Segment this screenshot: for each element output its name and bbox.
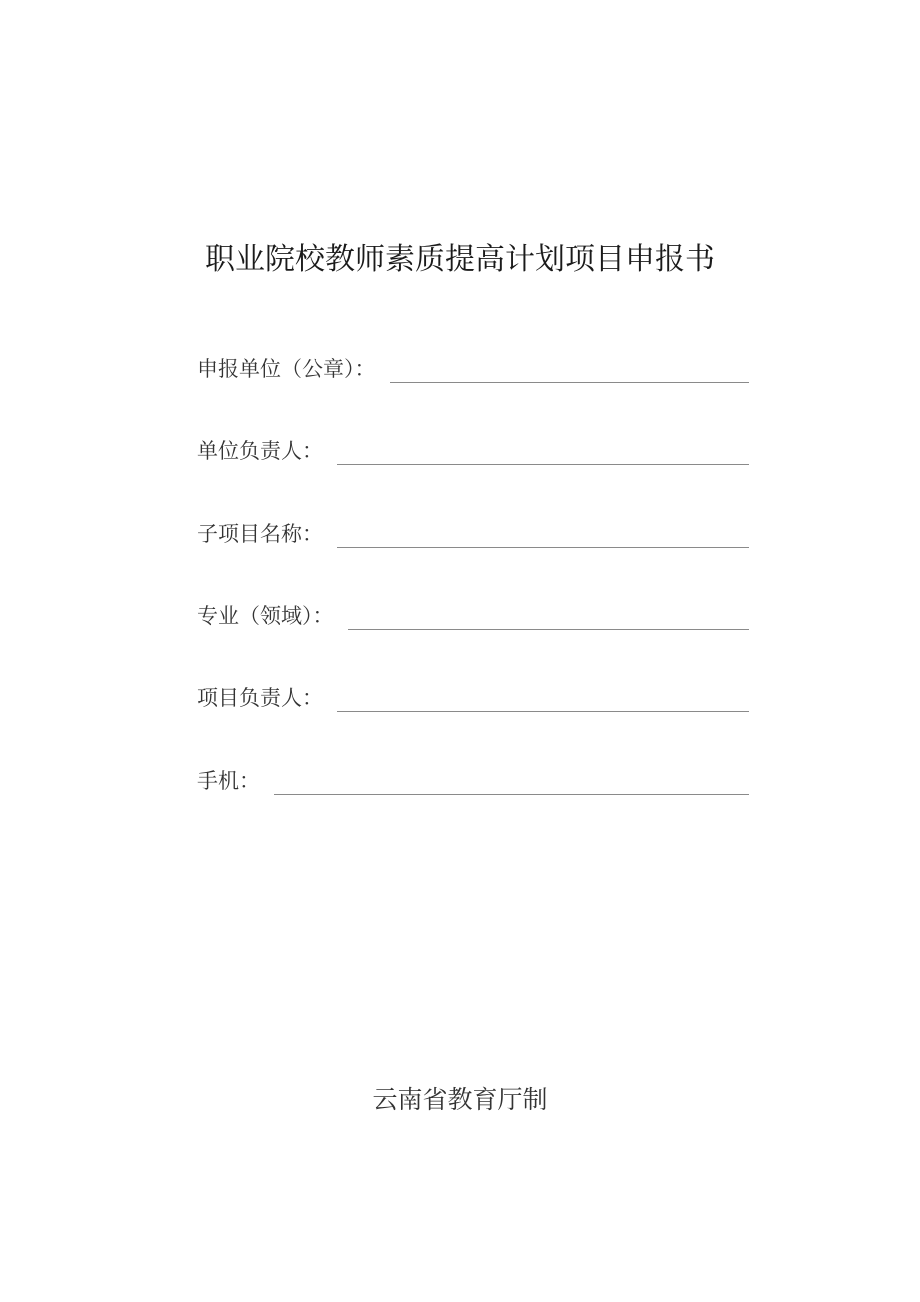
issuer-footer: 云南省教育厅制: [372, 1085, 548, 1114]
field-unit-head: [197, 432, 749, 468]
blank-line[interactable]: [337, 546, 749, 548]
field-label: 项目负责人：: [197, 686, 323, 710]
blank-line[interactable]: [337, 710, 749, 712]
field-major: [197, 597, 749, 633]
field-label: 申报单位（公章）：: [197, 357, 376, 381]
field-label: 子项目名称：: [197, 522, 323, 546]
blank-line[interactable]: [337, 463, 749, 465]
blank-line[interactable]: [348, 628, 750, 630]
field-label: 专业（领域）：: [197, 604, 334, 628]
field-subproject-name: [197, 515, 749, 551]
field-applicant-unit: [197, 350, 749, 386]
field-project-lead: [197, 679, 749, 715]
blank-line[interactable]: [274, 793, 749, 795]
field-label: 单位负责人：: [197, 439, 323, 463]
blank-line[interactable]: [390, 381, 750, 383]
field-label: 手机：: [197, 769, 260, 793]
field-mobile: [197, 762, 749, 798]
document-title: 职业院校教师素质提高计划项目申报书: [205, 242, 715, 277]
